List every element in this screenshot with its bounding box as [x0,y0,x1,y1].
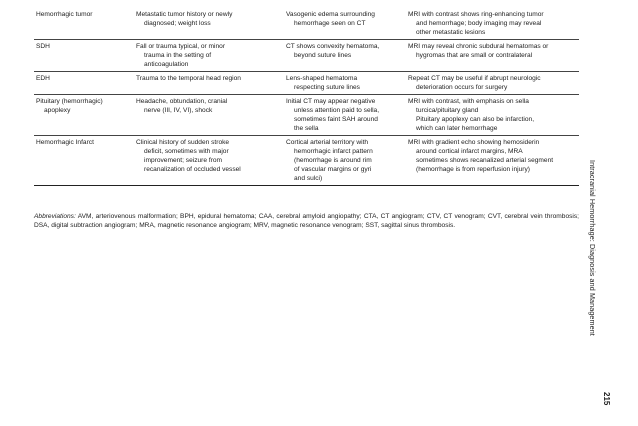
cell-line: turcica/pituitary gland [416,107,479,114]
cell-line: MRI with gradient echo showing hemosiderin [408,139,540,146]
cell-clinical-history [134,0,284,40]
cell-further-imaging [406,136,579,186]
cell-line: EDH [36,75,50,82]
cell-further-imaging [406,95,579,136]
page-number: 215 [602,392,611,406]
diagnosis-table-wrapper [34,0,579,186]
cell-line: Cortical arterial territory with [286,139,369,146]
abbreviations-text: AVM, arteriovenous malformation; BPH, epidural hematoma; CAA, cerebral amyloid angiopathy; CTA, CT angiogram; CTV, CT venogram; CVT, cerebral vein thrombosis; DSA, digital subtraction angiogram; MRA, magnetic resonance angiogram; MRV, magnetic resonance venogram; SST, sagittal sinus thrombosis. [34,213,579,229]
cell-line: Hemorrhagic tumor [36,11,93,18]
cell-line: anticoagulation [144,61,189,68]
cell-line: improvement; seizure from [144,157,223,164]
cell-line: sometimes shows recanalized arterial segment [416,157,554,164]
cell-line: beyond suture lines [294,52,352,59]
cell-condition [34,40,134,72]
cell-line: Fall or trauma typical, or minor [136,43,226,50]
cell-line: Clinical history of sudden stroke [136,139,230,146]
cell-line: Vasogenic edema surrounding [286,11,375,18]
diagnosis-table [34,0,579,186]
cell-line: respecting suture lines [294,84,360,91]
cell-clinical-history [134,95,284,136]
running-title: Intracranial Hemorrhage: Diagnosis and Management [588,160,597,336]
cell-line: trauma in the setting of [144,52,212,59]
cell-condition [34,0,134,40]
cell-ct-findings [284,0,406,40]
cell-line: hygromas that are small or contralateral [416,52,533,59]
cell-line: Pituitary apoplexy can also be infarction, [416,116,535,123]
table-row [34,72,579,95]
cell-line: Initial CT may appear negative [286,98,376,105]
cell-line: apoplexy [44,107,71,114]
cell-line: (hemorrhage is from reperfusion injury) [416,166,530,173]
cell-line: deficit, sometimes with major [144,148,229,155]
cell-ct-findings [284,136,406,186]
cell-condition [34,95,134,136]
cell-line: Metastatic tumor history or newly [136,11,233,18]
cell-line: Trauma to the temporal head region [136,75,241,82]
cell-line: Repeat CT may be useful if abrupt neurologic [408,75,541,82]
abbreviations-footnote [34,212,579,230]
cell-line: MRI with contrast, with emphasis on sella [408,98,529,105]
cell-further-imaging [406,72,579,95]
abbreviations-label: Abbreviations: [34,213,76,220]
cell-line: hemorrhage seen on CT [294,20,366,27]
cell-line: and sulci) [294,175,323,182]
cell-line: SDH [36,43,50,50]
cell-line: of vascular margins or gyri [294,166,372,173]
cell-line: which can later hemorrhage [416,125,498,132]
cell-line: Lens-shaped hematoma [286,75,358,82]
cell-line: hemorrhagic infarct pattern [294,148,373,155]
cell-line: MRI may reveal chronic subdural hematomas or [408,43,549,50]
page-margin [582,0,626,426]
table-row [34,136,579,186]
table-body [34,0,579,186]
cell-clinical-history [134,136,284,186]
cell-line: Pituitary (hemorrhagic) [36,98,103,105]
table-row [34,95,579,136]
cell-ct-findings [284,40,406,72]
cell-line: other metastatic lesions [416,29,486,36]
cell-line: unless attention paid to sella, [294,107,380,114]
cell-clinical-history [134,40,284,72]
cell-further-imaging [406,40,579,72]
cell-line: CT shows convexity hematoma, [286,43,380,50]
cell-ct-findings [284,95,406,136]
cell-ct-findings [284,72,406,95]
cell-line: (hemorrhage is around rim [294,157,372,164]
cell-line: MRI with contrast shows ring-enhancing tumor [408,11,544,18]
table-row [34,0,579,40]
cell-line: around cortical infarct margins, MRA [416,148,523,155]
cell-line: recanalization of occluded vessel [144,166,241,173]
cell-line: and hemorrhage; body imaging may reveal [416,20,542,27]
cell-condition [34,136,134,186]
cell-line: diagnosed; weight loss [144,20,211,27]
cell-condition [34,72,134,95]
cell-line: nerve (III, IV, VI), shock [144,107,213,114]
table-row [34,40,579,72]
cell-further-imaging [406,0,579,40]
cell-line: deterioration occurs for surgery [416,84,508,91]
cell-line: the sella [294,125,319,132]
cell-line: Headache, obtundation, cranial [136,98,228,105]
cell-line: sometimes faint SAH around [294,116,378,123]
cell-clinical-history [134,72,284,95]
cell-line: Hemorrhagic Infarct [36,139,94,146]
